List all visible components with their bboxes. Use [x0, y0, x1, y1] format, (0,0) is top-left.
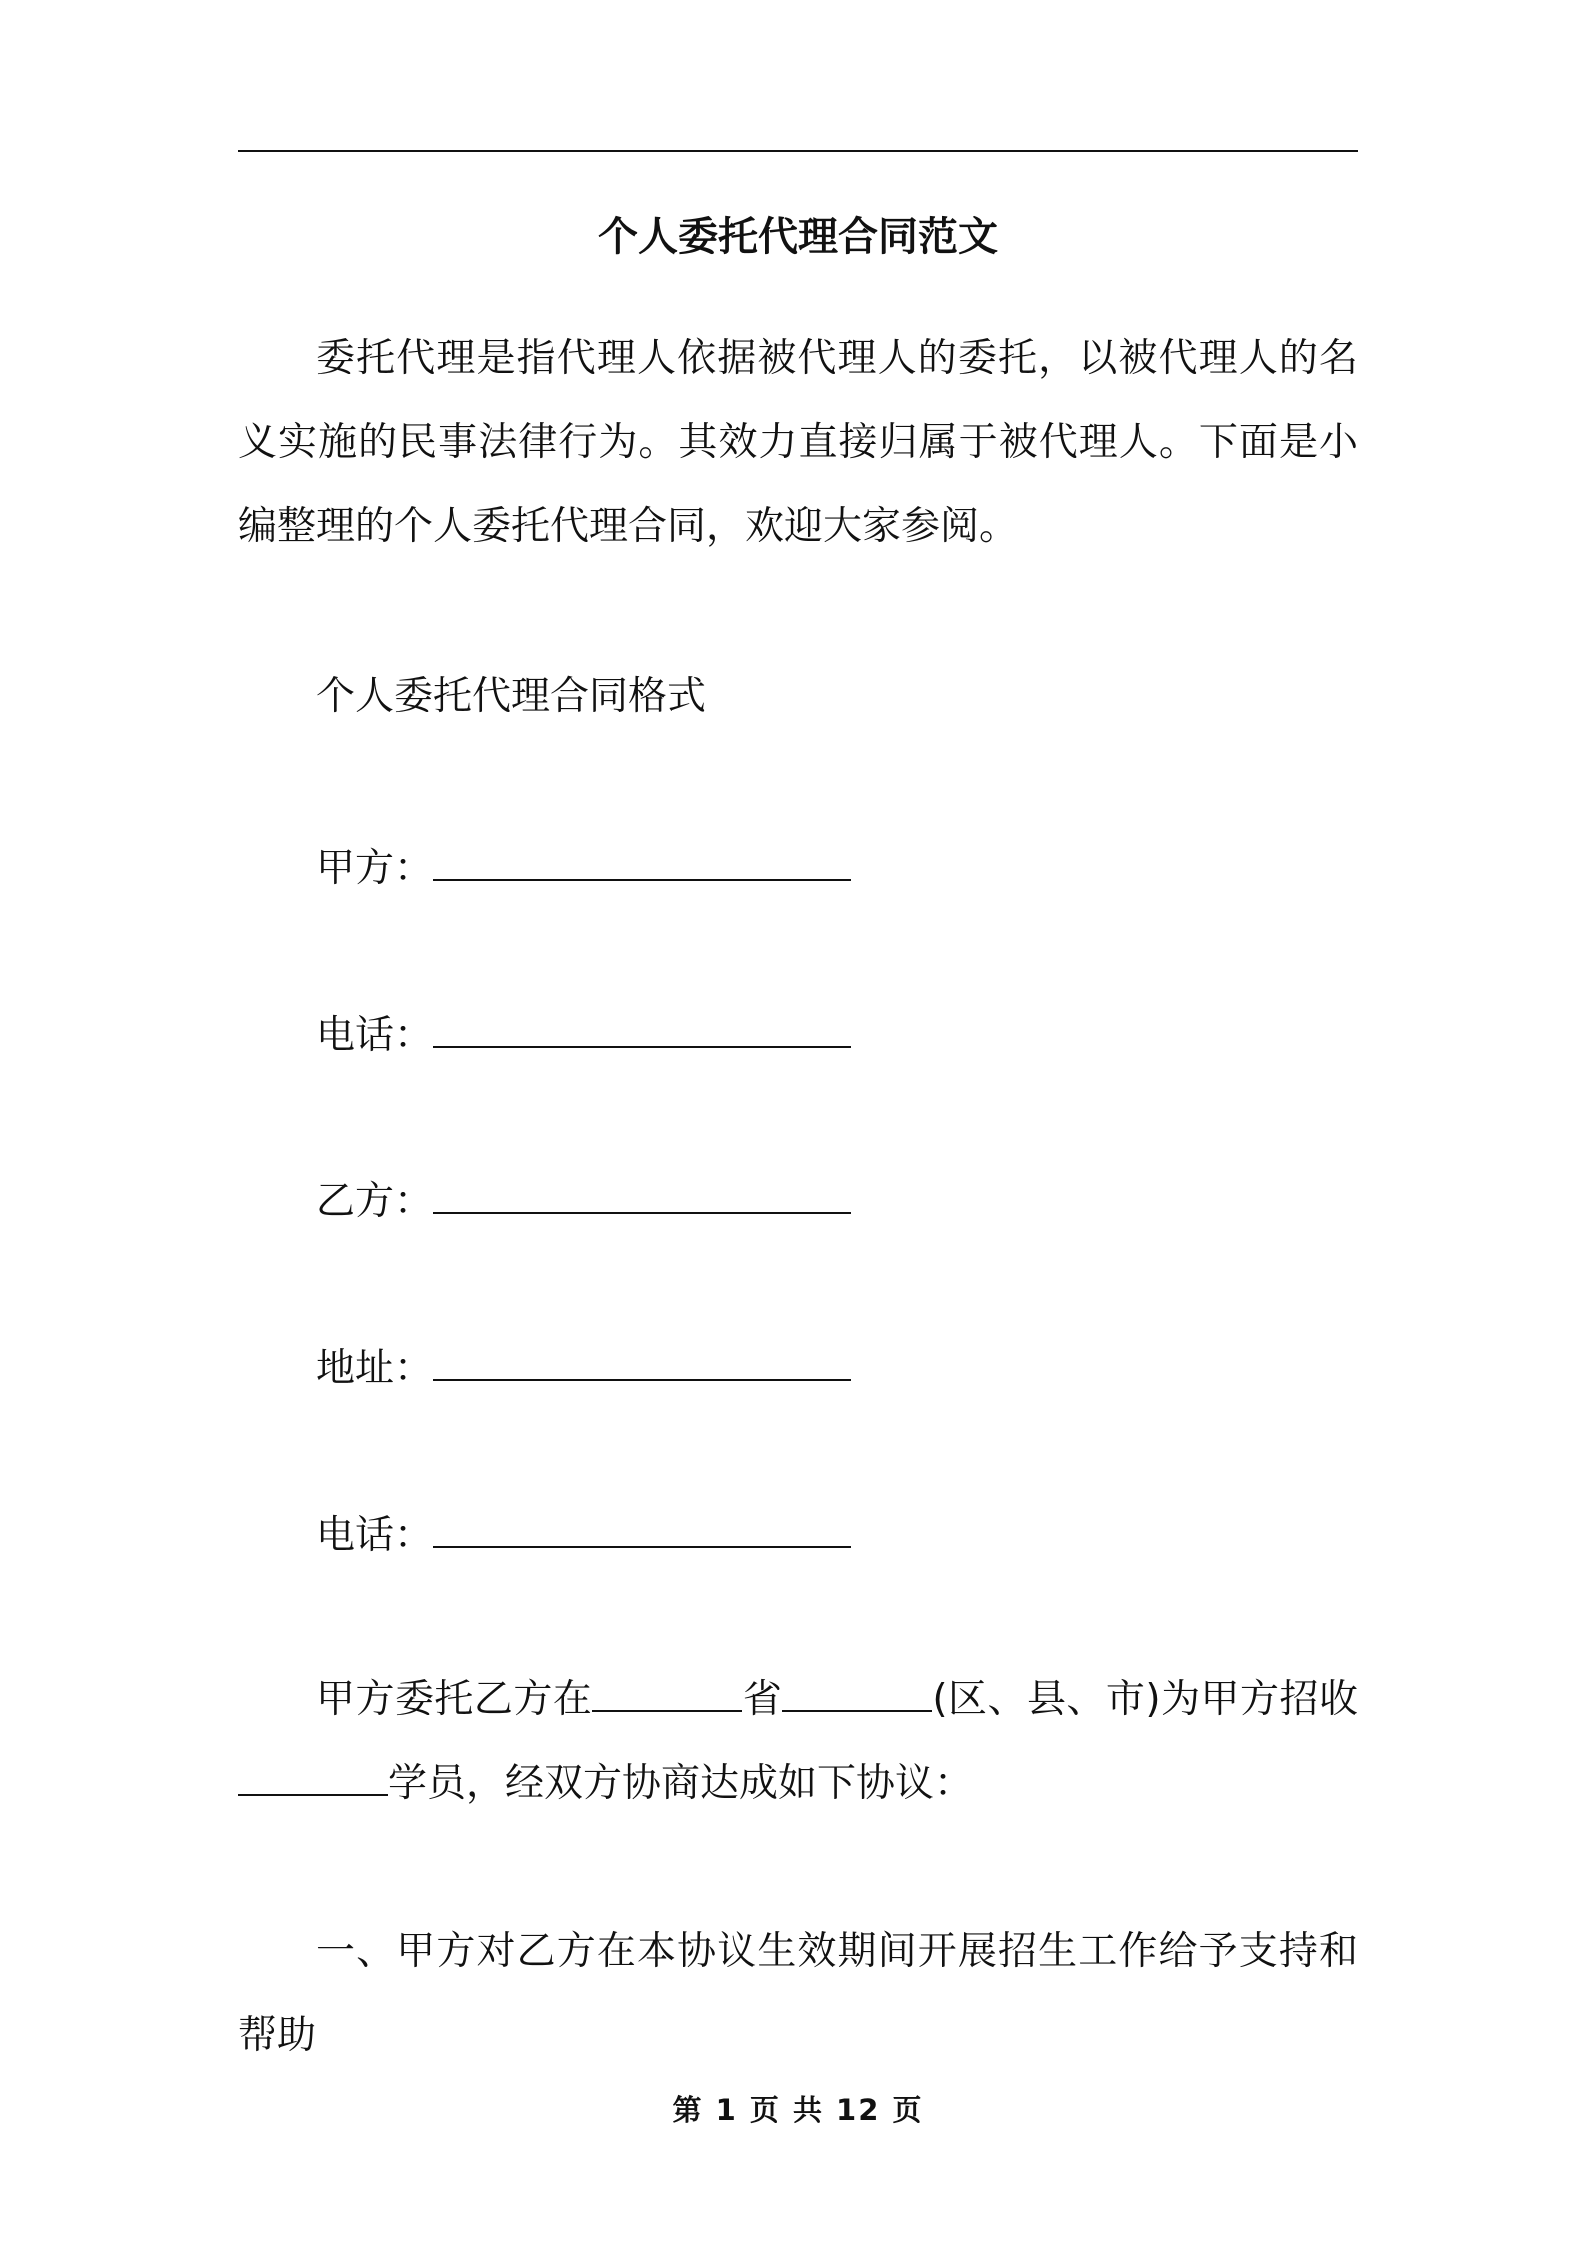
agreement-text-4: 学员，经双方协商达成如下协议：: [388, 1761, 974, 1806]
fill-in-blank: [433, 1168, 851, 1214]
page-number: 第 1 页 共 12 页: [672, 2093, 924, 2127]
fill-in-blank: [433, 1335, 851, 1381]
field-label: 地址：: [316, 1346, 434, 1391]
fill-in-blank: [592, 1666, 742, 1712]
field-phone-a: [316, 1002, 851, 1066]
field-label: 电话：: [316, 1013, 434, 1058]
fill-in-blank: [433, 1002, 851, 1048]
field-label: 乙方：: [316, 1179, 434, 1224]
document-title: 个人委托代理合同范文: [598, 214, 998, 260]
fill-in-blank: [433, 1502, 851, 1548]
agreement-text-2: 省: [742, 1677, 783, 1722]
agreement-text-3: (区、县、市)为甲方招收: [932, 1677, 1358, 1722]
field-label: 甲方：: [316, 846, 434, 891]
field-phone-b: [316, 1502, 851, 1566]
fill-in-blank: [782, 1666, 932, 1712]
field-party-b: [316, 1168, 851, 1232]
field-label: 电话：: [316, 1513, 434, 1558]
field-party-a: [316, 835, 851, 899]
agreement-paragraph: [238, 1658, 1358, 1826]
fill-in-blank: [238, 1750, 388, 1796]
clause-1: 一、甲方对乙方在本协议生效期间开展招生工作给予支持和帮助: [238, 1929, 1358, 2058]
fill-in-blank: [433, 835, 851, 881]
field-address: [316, 1335, 851, 1399]
agreement-text-1: 甲方委托乙方在: [316, 1677, 593, 1722]
section-heading: 个人委托代理合同格式: [316, 674, 707, 719]
intro-paragraph: 委托代理是指代理人依据被代理人的委托，以被代理人的名义实施的民事法律行为。其效力直接归属于被代理人。下面是小编整理的个人委托代理合同，欢迎大家参阅。: [238, 336, 1358, 549]
header-rule: [238, 150, 1358, 152]
